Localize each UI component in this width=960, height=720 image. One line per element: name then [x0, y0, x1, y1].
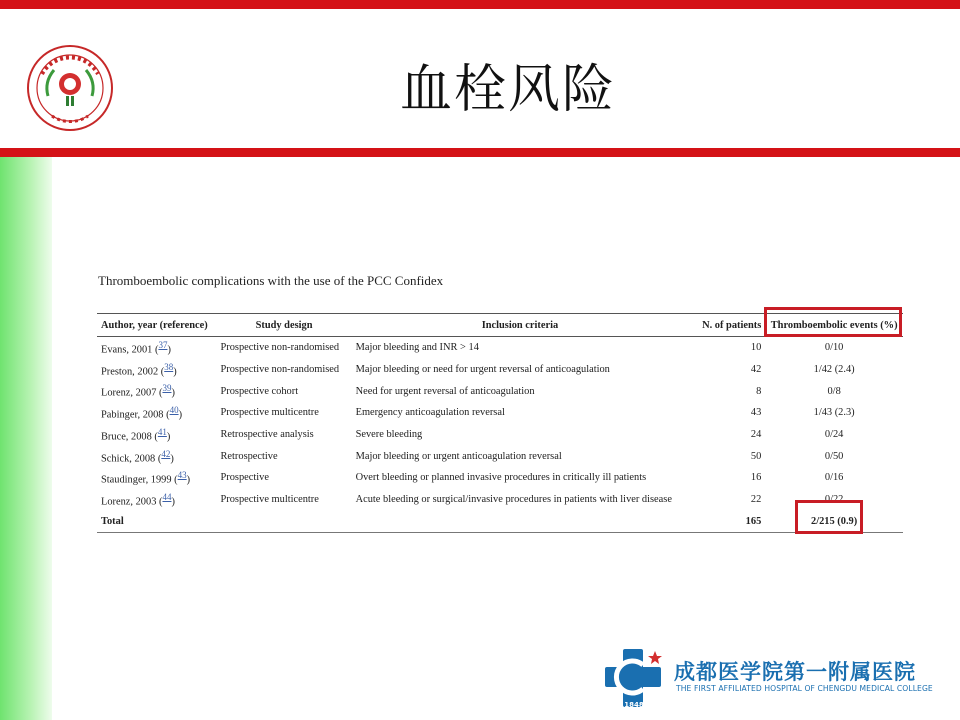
table-row — [97, 380, 903, 402]
author-cell: Staudinger, 1999 (43) — [101, 470, 191, 486]
criteria-cell: Emergency anticoagulation reversal — [355, 407, 505, 419]
hospital-name-en: THE FIRST AFFILIATED HOSPITAL OF CHENGDU MEDICAL COLLEGE — [676, 684, 933, 693]
thromboembolic-table — [97, 313, 903, 533]
header-design: Study design — [216, 314, 351, 337]
header-patients: N. of patients — [688, 314, 765, 337]
university-seal-logo — [26, 44, 114, 132]
events-cell: 1/42 (2.4) — [813, 364, 855, 376]
patients-cell: 16 — [750, 472, 762, 484]
footer-year: 1848 — [624, 701, 644, 709]
reference-link[interactable]: 42 — [161, 448, 171, 459]
table-row — [97, 424, 903, 446]
total-patients: 165 — [688, 511, 765, 533]
reference-link[interactable]: 40 — [169, 405, 179, 416]
header-events: Thromboembolic events (%) — [765, 314, 903, 337]
patients-cell: 22 — [750, 494, 762, 506]
patients-cell: 24 — [750, 429, 762, 441]
design-cell: Prospective multicentre — [220, 494, 319, 506]
table-caption: Thromboembolic complications with the use of the PCC Confidex — [98, 273, 444, 288]
events-cell: 0/22 — [824, 494, 844, 506]
table-row — [97, 402, 903, 424]
author-cell: Lorenz, 2007 (39) — [101, 383, 175, 399]
reference-link[interactable]: 39 — [162, 383, 172, 394]
patients-cell: 50 — [750, 450, 762, 462]
patients-cell: 10 — [750, 342, 762, 354]
slide-title: 血栓风险 — [400, 60, 617, 120]
design-cell: Prospective — [220, 472, 269, 484]
table-row — [97, 489, 903, 511]
table-row — [97, 359, 903, 381]
criteria-cell: Severe bleeding — [355, 429, 423, 441]
author-cell: Preston, 2002 (38) — [101, 361, 177, 378]
total-events-highlight-box — [795, 500, 863, 534]
reference-link[interactable]: 38 — [164, 361, 174, 372]
events-header-highlight-box — [764, 307, 902, 337]
table-row — [97, 467, 903, 489]
patients-cell: 43 — [750, 407, 762, 419]
author-cell: Pabinger, 2008 (40) — [101, 405, 183, 421]
reference-link[interactable]: 44 — [162, 491, 172, 502]
events-cell: 0/24 — [824, 429, 844, 441]
events-cell: 0/8 — [827, 385, 841, 397]
events-cell: 1/43 (2.3) — [813, 407, 855, 419]
table-total-row — [97, 511, 903, 533]
events-cell: 0/10 — [824, 342, 844, 354]
events-cell: 0/50 — [824, 450, 844, 462]
criteria-cell: Overt bleeding or planned invasive procedures in critically ill patients — [355, 472, 647, 484]
patients-cell: 8 — [756, 385, 762, 397]
header-author: Author, year (reference) — [97, 314, 216, 337]
events-cell: 0/16 — [824, 472, 844, 484]
total-events: 2/215 (0.9) — [765, 511, 903, 533]
header-criteria: Inclusion criteria — [352, 314, 689, 337]
design-cell: Prospective non-randomised — [220, 364, 340, 376]
author-cell: Evans, 2001 (37) — [101, 340, 171, 356]
hospital-name-cn: 成都医学院第一附属医院 — [674, 660, 916, 684]
criteria-cell: Need for urgent reversal of anticoagulation — [355, 385, 535, 397]
criteria-cell: Major bleeding and INR > 14 — [355, 342, 479, 354]
hospital-cross-logo — [603, 647, 665, 711]
criteria-cell: Acute bleeding or surgical/invasive procedures in patients with liver disease — [355, 494, 672, 506]
header-divider-bar — [0, 148, 960, 157]
table-row — [97, 337, 903, 359]
design-cell: Retrospective — [220, 450, 278, 462]
criteria-cell: Major bleeding or need for urgent reversal of anticoagulation — [355, 364, 610, 376]
design-cell: Prospective multicentre — [220, 407, 319, 419]
patients-cell: 42 — [750, 364, 762, 376]
side-gradient-strip — [0, 157, 52, 720]
top-accent-bar — [0, 0, 960, 9]
author-cell: Schick, 2008 (42) — [101, 448, 174, 465]
reference-link[interactable]: 37 — [158, 340, 168, 351]
design-cell: Prospective non-randomised — [220, 342, 340, 354]
reference-link[interactable]: 41 — [157, 426, 167, 437]
table-row — [97, 445, 903, 467]
reference-link[interactable]: 43 — [177, 470, 187, 481]
design-cell — [216, 511, 351, 533]
design-cell: Retrospective analysis — [220, 429, 314, 441]
design-cell: Prospective cohort — [220, 385, 299, 397]
total-label: Total — [97, 511, 216, 533]
criteria-cell — [352, 511, 689, 533]
criteria-cell: Major bleeding or urgent anticoagulation reversal — [355, 450, 562, 462]
author-cell: Lorenz, 2003 (44) — [101, 491, 175, 508]
author-cell: Bruce, 2008 (41) — [101, 426, 171, 443]
